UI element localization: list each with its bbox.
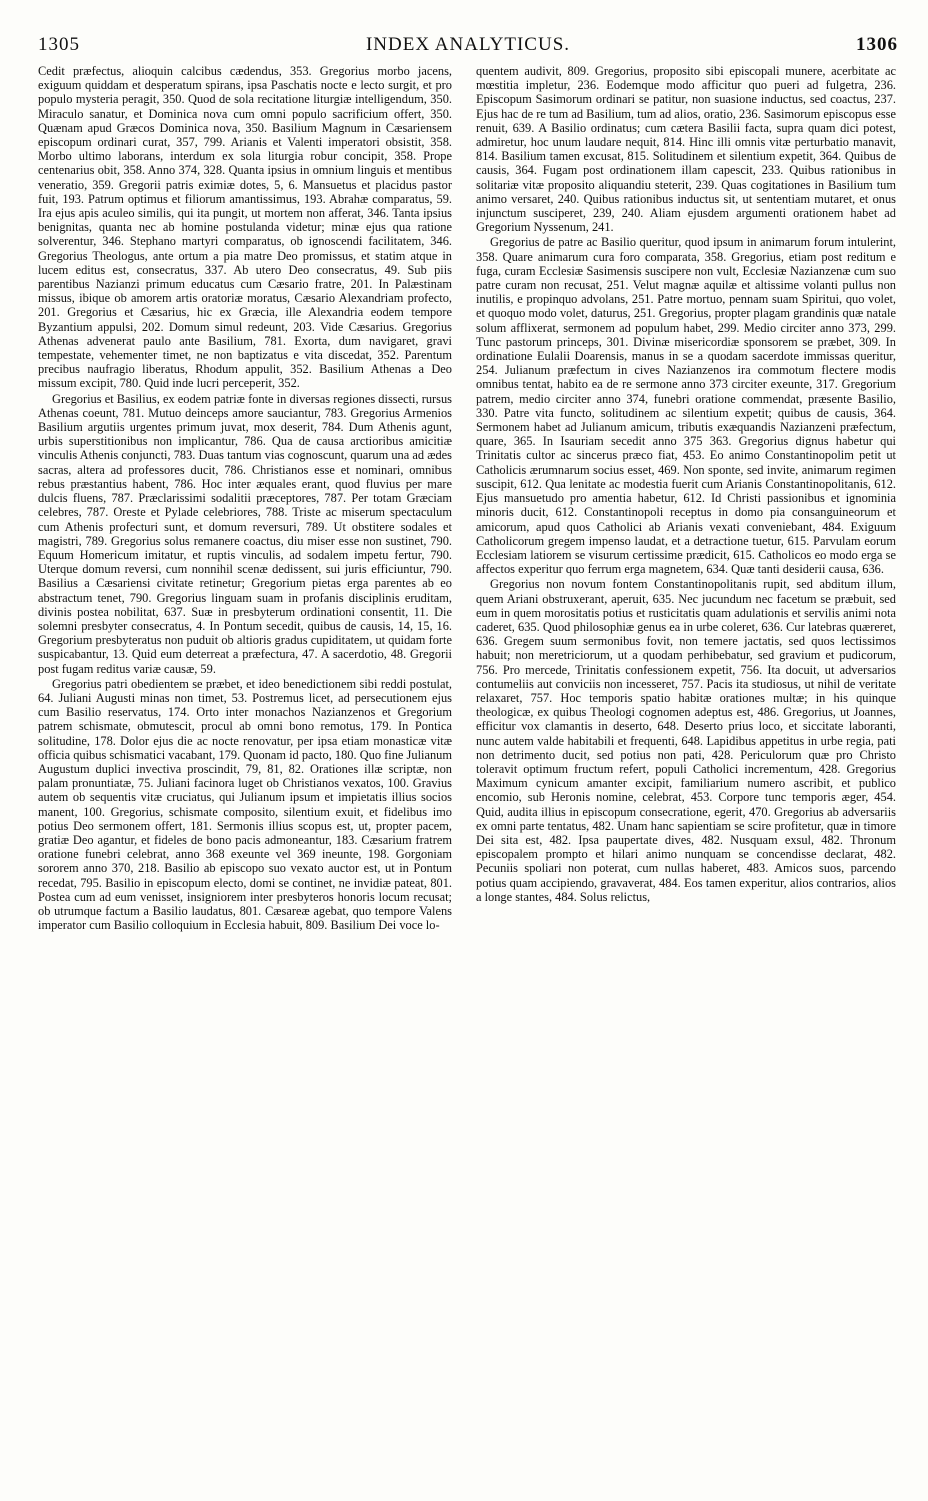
right-column xyxy=(476,64,896,1494)
index-paragraph: quentem audivit, 809. Gregorius, proposito sibi episcopali munere, acerbitate ac mœstitia impletur, 236. Eodemque modo afficitur quo pueri ad fulgetra, 236. Episcopum Sasimorum ordinari se patitur, non suasione inductus, sed coactus, 237. Ejus hac de re tum ad Basilium, tum ad alios, oratio, 236. Sasimorum episcopus esse renuit, 639. A Basilio ordinatus; cum cætera Basilii facta, supra quam dici potest, admiretur, hoc unum laudare nequit, 814. Hinc illi omnis vitæ perturbatio manavit, 814. Basilium tamen excusat, 815. Solitudinem et silentium expetit, 364. Quibus de causis, 364. Fugam post ordinationem illam capescit, 233. Quibus rationibus in solitariæ vitæ proposito aliquandiu steterit, 239. Quas cogitationes in Basilium tum animo versaret, 240. Quibus rationibus inductus sit, ut sententiam mutaret, et onus injunctum susciperet, 239, 240. Aliam ejusdem argumenti orationem habet ad Gregorium Nyssenum, 241. xyxy=(476,64,896,235)
index-paragraph: Gregorius patri obedientem se præbet, et ideo benedictionem sibi reddi postulat, 64. Juliani Augusti minas non timet, 53. Postremus licet, ad persecutionem ejus cum Basilio reservatus, 174. Orto inter monachos Nazianzenos et Gregorium patrem schismate, obmutescit, procul ab omni bono remotus, 179. In Pontica solitudine, 178. Dolor ejus die ac nocte renovatur, per ipsa etiam monasticæ vitæ officia quibus schismatici vacabant, 179. Quonam id pacto, 180. Quo fine Julianum Augustum duplici invectiva proscindit, 79, 81, 82. Orationes illæ scriptæ, non palam pronuntiatæ, 75. Juliani facinora luget ob Christianos vexatos, 100. Gravius autem ob sequentis vitæ cruciatus, qui Julianum ipsum et impietatis illius socios manent, 100. Gregorius, schismate composito, silentium exuit, et fidelibus imo potius Deo sermonem offert, 181. Sermonis illius scopus est, ut, propter pacem, gratiæ Deo agantur, et fideles de bono pacis admoneantur, 183. Cæsarium fratrem oratione funebri celebrat, anno 368 exeunte vel 369 ineunte, 198. Gorgoniam sororem anno 370, 218. Basilio ab episcopo suo vexato auctor est, ut in Pontum recedat, 795. Basilio in episcopum electo, domi se continet, ne invidiæ pateat, 801. Postea cum ad eum venisset, insigniorem inter presbyteros honoris locum recusat; ob utrumque factum a Basilio laudatus, 801. Cæsareæ agebat, quo tempore Valens imperator cum Basilio colloquium in Ecclesia habuit, 809. Basilium Dei voce lo- xyxy=(38,676,452,933)
index-paragraph: Cedit præfectus, alioquin calcibus cædendus, 353. Gregorius morbo jacens, exiguum quiddam et desperatum spirans, ipsa Paschatis nocte e lecto surgit, et pro populo mysteria peragit, 350. Quod de sola recitatione liturgiæ intelligendum, 350. Miraculo sanatur, et Dominica nova cum omni populo sacrificium offert, 350. Quænam apud Græcos Dominica nova, 350. Basilium Magnum in Cæsariensem episcopum ordinari curat, 357, 799. Arianis et Valenti imperatori obsistit, 358. Morbo ultimo laborans, interdum ex sola liturgia robur concipit, 358. Prope centenarius obit, 358. Anno 374, 328. Quanta ipsius in omnium linguis et mentibus veneratio, 359. Gregorii patris eximiæ dotes, 5, 6. Mansuetus et placidus pastor fuit, 193. Patrum optimus et filiorum amantissimus, 193. Abrahæ comparatus, 59. Ira ejus apis aculeo similis, qui ita pungit, ut mortem non afferat, 346. Tanta ipsius benignitas, quanta nec ab homine postulanda videtur; minæ ejus qua ratione solverentur, 346. Stephano martyri comparatus, ob ignoscendi facilitatem, 346. Gregorius Theologus, ante ortum a pia matre Deo promissus, et statim atque in lucem editus est, consecratus, 337. Ab utero Deo consecratus, 49. Sub piis parentibus Nazianzi primum educatus cum Cæsario fratre, 201. In Palæstinam missus, ibique ob amorem artis oratoriæ moratus, Cæsario Alexandriam profecto, 201. Gregorius et Cæsarius, hic ex Græcia, ille Alexandria eodem tempore Byzantium appulsi, 202. Domum simul redeunt, 203. Vide Cæsarius. Gregorius Athenas advenerat paulo ante Basilium, 781. Exorta, dum navigaret, gravi tempestate, vehementer timet, ne non baptizatus e vita discedat, 352. Parentum precibus naufragio liberatus, Rhodum appulit, 352. Basilium Athenas a Deo missum excipit, 780. Quid inde lucri perceperit, 352. xyxy=(38,64,452,391)
page-number-left: 1305 xyxy=(38,34,80,55)
index-paragraph: Gregorius de patre ac Basilio queritur, quod ipsum in animarum forum intulerint, 358. Quare animarum cura foro comparata, 358. Gregorius, etiam post reditum e fuga, curam Ecclesiæ Sasimensis suscipere non vult, Ecclesiæ Nazianzenæ cum suo patre curam non recusat, 251. Velut magnæ aquilæ et altissime volanti pullus non inutilis, e propinquo advolans, 251. Patre mortuo, pennam suam Spiritui, quo volet, et quoquo modo volet, daturus, 251. Gregorius, propter plagam grandinis quæ natale solum afflixerat, sermonem ad populum habet, 299. Medio circiter anno 373, 299. Tunc pastorum princeps, 301. Divinæ misericordiæ sponsorem se præbet, 309. In ordinatione Eulalii Doarensis, manus in se a quodam sacerdote immissas queritur, 254. Julianum præfectum in cives Nazianzenos ira commotum flectere modis omnibus tentat, habito ea de re sermone anno 373 circiter exeunte, 317. Gregorium patrem, medio circiter anno 374, funebri oratione commendat, præsente Basilio, 330. Patre vita functo, solitudinem ac silentium expetit; quibus de causis, 364. Sermonem habet ad Julianum amicum, tributis exæquandis Nazianzeni præfectum, quare, 365. In Isauriam secedit anno 375 363. Gregorius dignus habetur qui Trinitatis cultor ac sincerus præco fiat, 453. Eo animo Constantinopolim petit ut Catholicis ærumnarum socius esset, 469. Non sponte, sed invite, animarum regimen suscipit, 612. Qua lenitate ac modestia fuerit cum Arianis Constantinopolitanis, 612. Ejus mansuetudo pro amentia habetur, 612. Id Christi passionibus et ignominia minoris ducit, 612. Constantinopoli receptus in domo pia consanguineorum et amicorum, apud quos Catholici ab Arianis vexati conveniebant, 484. Exiguum Catholicorum gregem impenso laudat, et a detractione tuetur, 615. Parvulam eorum Ecclesiam latiorem se visurum certissime prædicit, 615. Catholicos eo modo erga se affectos experitur quo ferrum erga magnetem, 634. Quæ tanti desiderii causa, 636. xyxy=(476,235,896,577)
page-number-right: 1306 xyxy=(856,34,898,55)
index-paragraph: Gregorius et Basilius, ex eodem patriæ fonte in diversas regiones dissecti, rursus Athenas coeunt, 781. Mutuo deinceps amore sauciantur, 783. Gregorius Armenios Basilium argutiis urgentes primum juvat, mox deserit, 784. Dum Athenis agunt, urbis superstitionibus non implicantur, 786. Qua de causa arctioribus amicitiæ vinculis Athenis conjuncti, 783. Duas tantum vias cognoscunt, quarum una ad ædes sacras, altera ad professores ducit, 786. Christianos esse et nominari, omnibus rebus præstantius habent, 786. Hoc inter æquales erant, quod fluvius per mare dulcis fluens, 787. Præclarissimi sodalitii præceptores, 787. Per totam Græciam celebres, 787. Oreste et Pylade celebriores, 788. Triste ac miserum spectaculum cum Athenis profecturi sunt, et domum reversuri, 789. Ut obstitere sodales et magistri, 789. Gregorius solus remanere coactus, diu miser esse non sustinet, 790. Equum Homericum imitatur, et ruptis vinculis, ad sodalem impetu fertur, 790. Uterque domum reversi, cum nonnihil scenæ dedissent, sui juris efficiuntur, 790. Basilius a Cæsariensi civitate retinetur; Gregorium pietas erga parentes ab eo abstractum tenet, 790. Gregorius linguam suam in profanis disciplinis eruditam, divinis postea nobilitat, 637. Suæ in presbyterum ordinationi consentit, 11. Die solemni presbyter consecratus, 4. In Pontum secedit, quibus de causis, 14, 15, 16. Gregorium presbyteratus non puduit ob altioris gradus cupiditatem, ut quidam forte suspicabantur, 13. Quid eum deterreat a præfectura, 47. A sacerdotio, 48. Gregorii post fugam reditus variæ causæ, 59. xyxy=(38,391,452,676)
index-paragraph: Gregorius non novum fontem Constantinopolitanis rupit, sed abditum illum, quem Ariani obstruxerant, aperuit, 635. Nec jucundum nec facetum se præbuit, sed eum in quem morositatis potius et rusticitatis quam adulationis et servilis animi nota caderet, 635. Quod philosophiæ genus ea in urbe coleret, 636. Cur latebras quæreret, 636. Gregem suum sermonibus fovit, non temere jactatis, sed quos lectissimos habuit; non meretriciorum, ut a quodam perhibebatur, sed gravium et pudicorum, 756. Pro mercede, Trinitatis confessionem expetit, 756. Ita docuit, ut adversarios contumeliis aut conviciis non incesseret, 757. Pacis ita studiosus, ut nihil de veritate relaxaret, 757. Hoc temporis spatio habitæ orationes multæ; in his quinque theologicæ, ex quibus Theologi cognomen adeptus est, 486. Gregorius, ut Joannes, efficitur vox clamantis in deserto, 648. Deserto prius loco, et siccitate laboranti, nunc autem valde habitabili et frequenti, 648. Lapidibus appetitus in urbe regia, pati non detrimento ducit, sed potius non pati, 428. Periculorum quæ pro Christo toleravit optimum fructum refert, populi Catholici incrementum, 428. Gregorius Maximum cynicum amanter excipit, familiarium numero ascribit, et publico encomio, sub Heronis nomine, celebrat, 453. Corpore tunc temporis æger, 454. Quid, audita illius in episcopum consecratione, egerit, 470. Gregorius ab adversariis ex omni parte tentatus, 482. Unam hanc sapientiam se scire profitetur, quæ in timore Dei sita est, 482. Ipsa paupertate dives, 482. Nusquam exsul, 482. Thronum episcopalem prompto et hilari animo nunquam se concendisse declarat, 482. Pecuniis spoliari non poterat, cum nullas haberet, 483. Amicos suos, parcendo potius quam accipiendo, gravaverat, 484. Eos tamen experitur, alios contrarios, alios a longe stantes, 484. Solus relictus, xyxy=(476,577,896,904)
running-header xyxy=(38,34,898,60)
page-title: INDEX ANALYTICUS. xyxy=(365,34,571,55)
left-column xyxy=(38,64,452,1494)
